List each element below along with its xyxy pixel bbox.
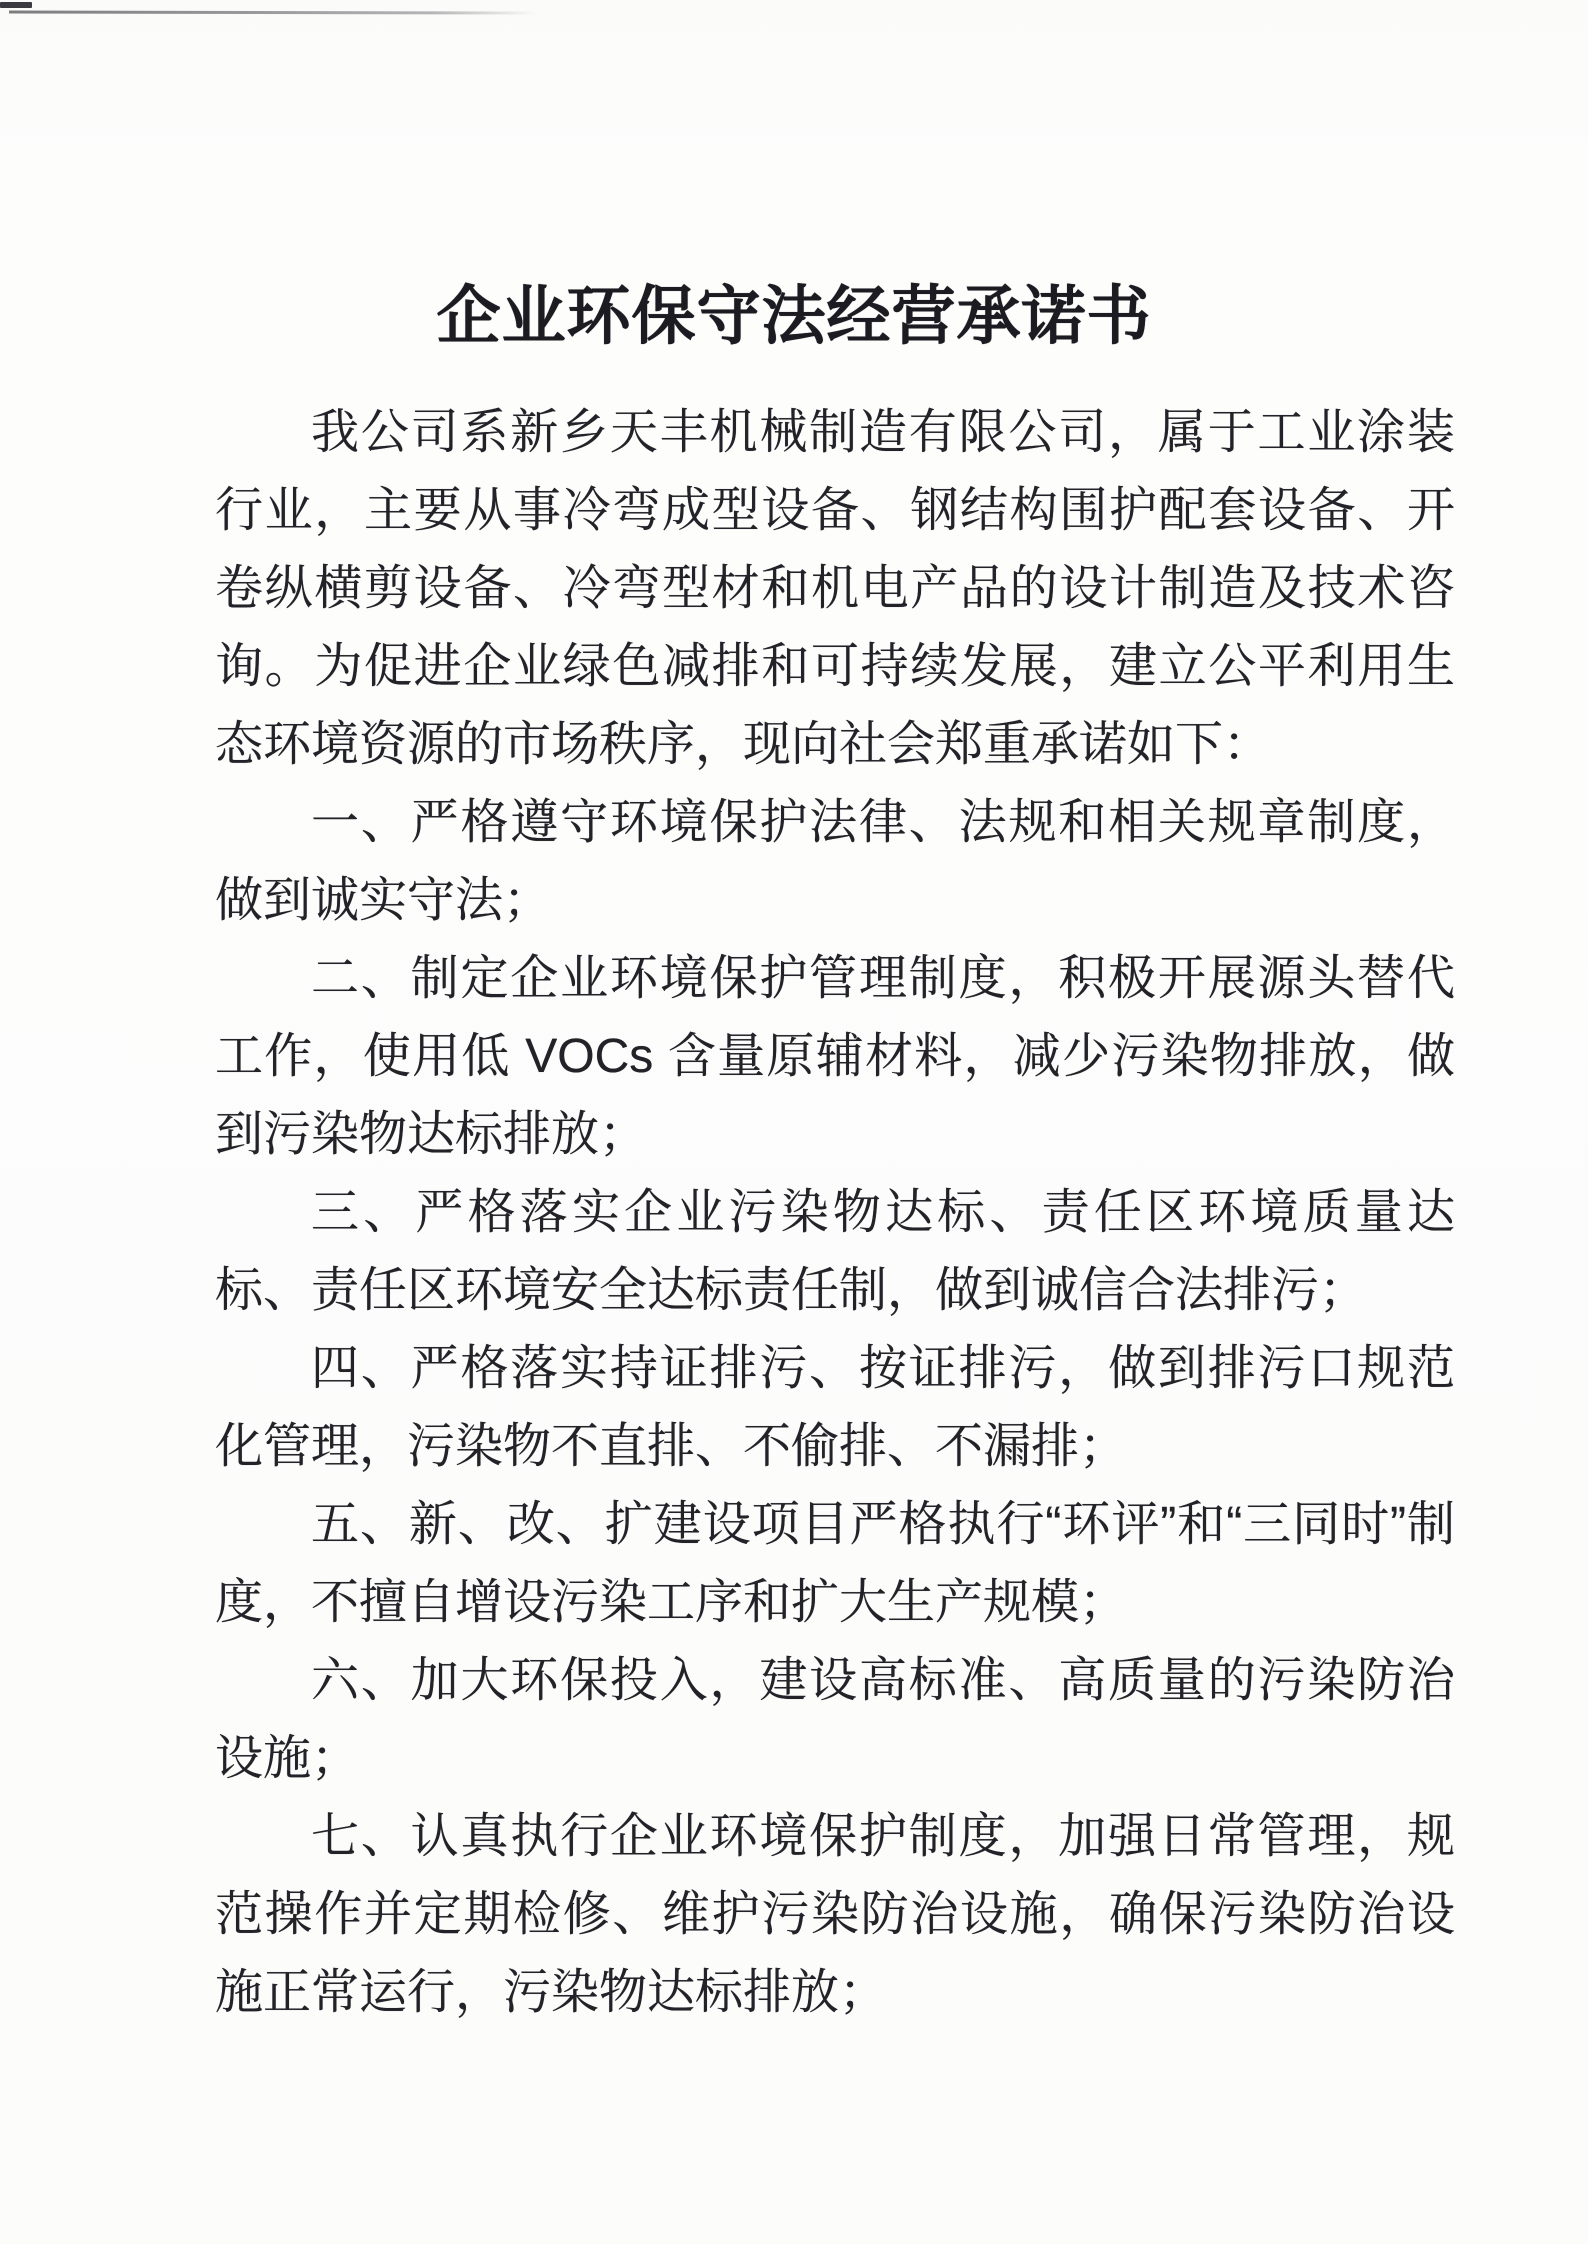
paragraph-item-6: 六、加大环保投入，建设高标准、高质量的污染防治设施；	[215, 1654, 1455, 1785]
paragraph-item-7: 七、认真执行企业环境保护制度，加强日常管理，规范操作并定期检修、维护污染防治设施，确保污染防治设施正常运行，污染物达标排放；	[215, 1810, 1455, 2019]
document-body	[215, 394, 1455, 2032]
paragraph-intro: 我公司系新乡天丰机械制造有限公司，属于工业涂装行业，主要从事冷弯成型设备、钢结构围护配套设备、开卷纵横剪设备、冷弯型材和机电产品的设计制造及技术咨询。为促进企业绿色减排和可持续发展，建立公平利用生态环境资源的市场秩序，现向社会郑重承诺如下：	[215, 406, 1455, 771]
paragraph-item-1: 一、严格遵守环境保护法律、法规和相关规章制度，做到诚实守法；	[215, 796, 1455, 927]
paragraph-item-5: 五、新、改、扩建设项目严格执行“环评”和“三同时”制度，不擅自增设污染工序和扩大生产规模；	[215, 1498, 1455, 1629]
document-title: 企业环保守法经营承诺书	[436, 280, 1152, 352]
paragraph-item-2: 二、制定企业环境保护管理制度，积极开展源头替代工作，使用低 VOCs 含量原辅材料，减少污染物排放，做到污染物达标排放；	[215, 952, 1455, 1161]
paragraph-item-4: 四、严格落实持证排污、按证排污，做到排污口规范化管理，污染物不直排、不偷排、不漏排；	[215, 1342, 1455, 1473]
paragraph-item-3: 三、严格落实企业污染物达标、责任区环境质量达标、责任区环境安全达标责任制，做到诚信合法排污；	[215, 1186, 1455, 1317]
scan-artifact-line	[9, 10, 537, 14]
scan-artifact-corner-mark	[0, 2, 32, 8]
